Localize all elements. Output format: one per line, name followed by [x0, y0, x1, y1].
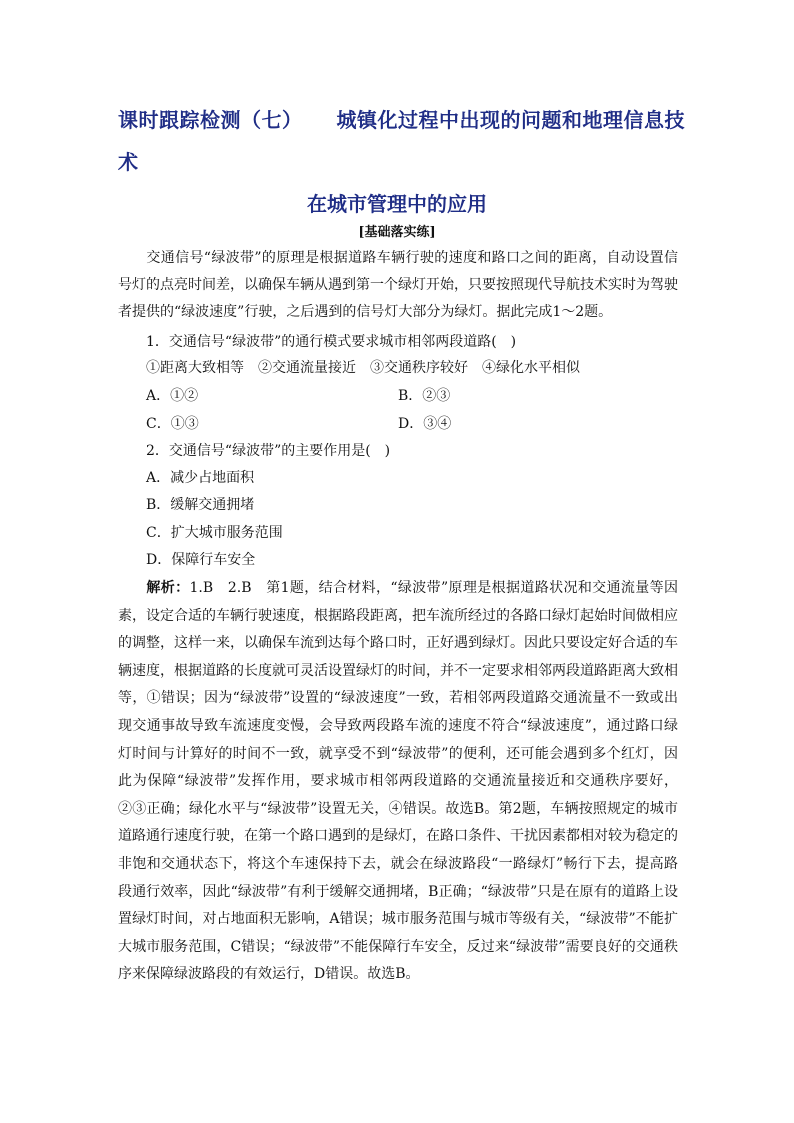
section-tag: [基础落实练] — [358, 225, 436, 240]
title-line-2: 术 — [118, 150, 139, 174]
q2-option-b: B．缓解交通拥堵 — [146, 497, 255, 513]
q2-option-c: C．扩大城市服务范围 — [146, 525, 283, 541]
q1-option-b: B．②③ — [398, 388, 451, 404]
title-part-2: 城镇化过程中出现的问题和地理信息技 — [336, 108, 685, 132]
page-subtitle: 在城市管理中的应用 — [307, 192, 487, 216]
question-1-items: ①距离大致相等 ②交通流量接近 ③交通秩序较好 ④绿化水平相似 — [146, 360, 580, 376]
q1-option-a: A．①② — [146, 388, 199, 404]
q2-option-a: A．减少占地面积 — [146, 470, 255, 486]
q2-option-d: D．保障行车安全 — [146, 552, 256, 568]
title-part-1: 课时跟踪检测（七） — [118, 108, 303, 132]
analysis-label: 解析： — [146, 580, 190, 596]
intro-paragraph — [118, 245, 678, 326]
intro-text: 交通信号“绿波带”的原理是根据道路车辆行驶的速度和路口之间的距离，自动设置信号灯的点亮时间差，以确保车辆从遇到第一个绿灯开始，只要按照现代导航技术实时为驾驶者提供的“绿波速度”行驶，之后遇到的信号灯大部分为绿灯。据此完成1～2题。 — [118, 250, 678, 320]
analysis-text: 1.B 2.B 第1题，结合材料，“绿波带”原理是根据道路状况和交通流量等因素，设定合适的车辆行驶速度，根据路段距离，把车流所经过的各路口绿灯起始时间做相应的调整，这样一来，以确保车流到达每个路口时，正好遇到绿灯。因此只要设定好合适的车辆速度，根据道路的长度就可灵活设置绿灯的时间，并不一定要求相邻两段道路距离大致相等，①错误；因为“绿波带”设置的“绿波速度”一致，若相邻两段道路交通流量不一致或出现交通事故导致车流速度变慢，会导致两段路车流的速度不符合“绿波速度”，通过路口绿灯时间与计算好的时间不一致，就享受不到“绿波带”的便利，还可能会遇到多个红灯，因此为保障“绿波带”发挥作用，要求城市相邻两段道路的交通流量接近和交通秩序要好，②③正确；绿化水平与“绿波带”设置无关，④错误。故选B。第2题，车辆按照规定的城市道路通行速度行驶，在第一个路口遇到的是绿灯，在路口条件、干扰因素都相对较为稳定的非饱和交通状态下，将这个车速保持下去，就会在绿波路段“一路绿灯”畅行下去，提高路段通行效率，因此“绿波带”有利于缓解交通拥堵，B正确；“绿波带”只是在原有的道路上设置绿灯时间，对占地面积无影响，A错误；城市服务范围与城市等级有关，“绿波带”不能扩大城市服务范围，C错误；“绿波带”不能保障行车安全，反过来“绿波带”需要良好的交通秩序来保障绿波路段的有效运行，D错误。故选B。 — [118, 580, 679, 983]
title-line-1 — [118, 104, 685, 133]
question-2-stem: 2．交通信号“绿波带”的主要作用是( ) — [146, 443, 391, 459]
analysis-paragraph — [118, 575, 678, 989]
q1-option-c: C．①③ — [146, 416, 199, 432]
q1-option-d: D．③④ — [398, 416, 452, 432]
question-1-stem: 1．交通信号“绿波带”的通行模式要求城市相邻两段道路( ) — [146, 334, 517, 350]
